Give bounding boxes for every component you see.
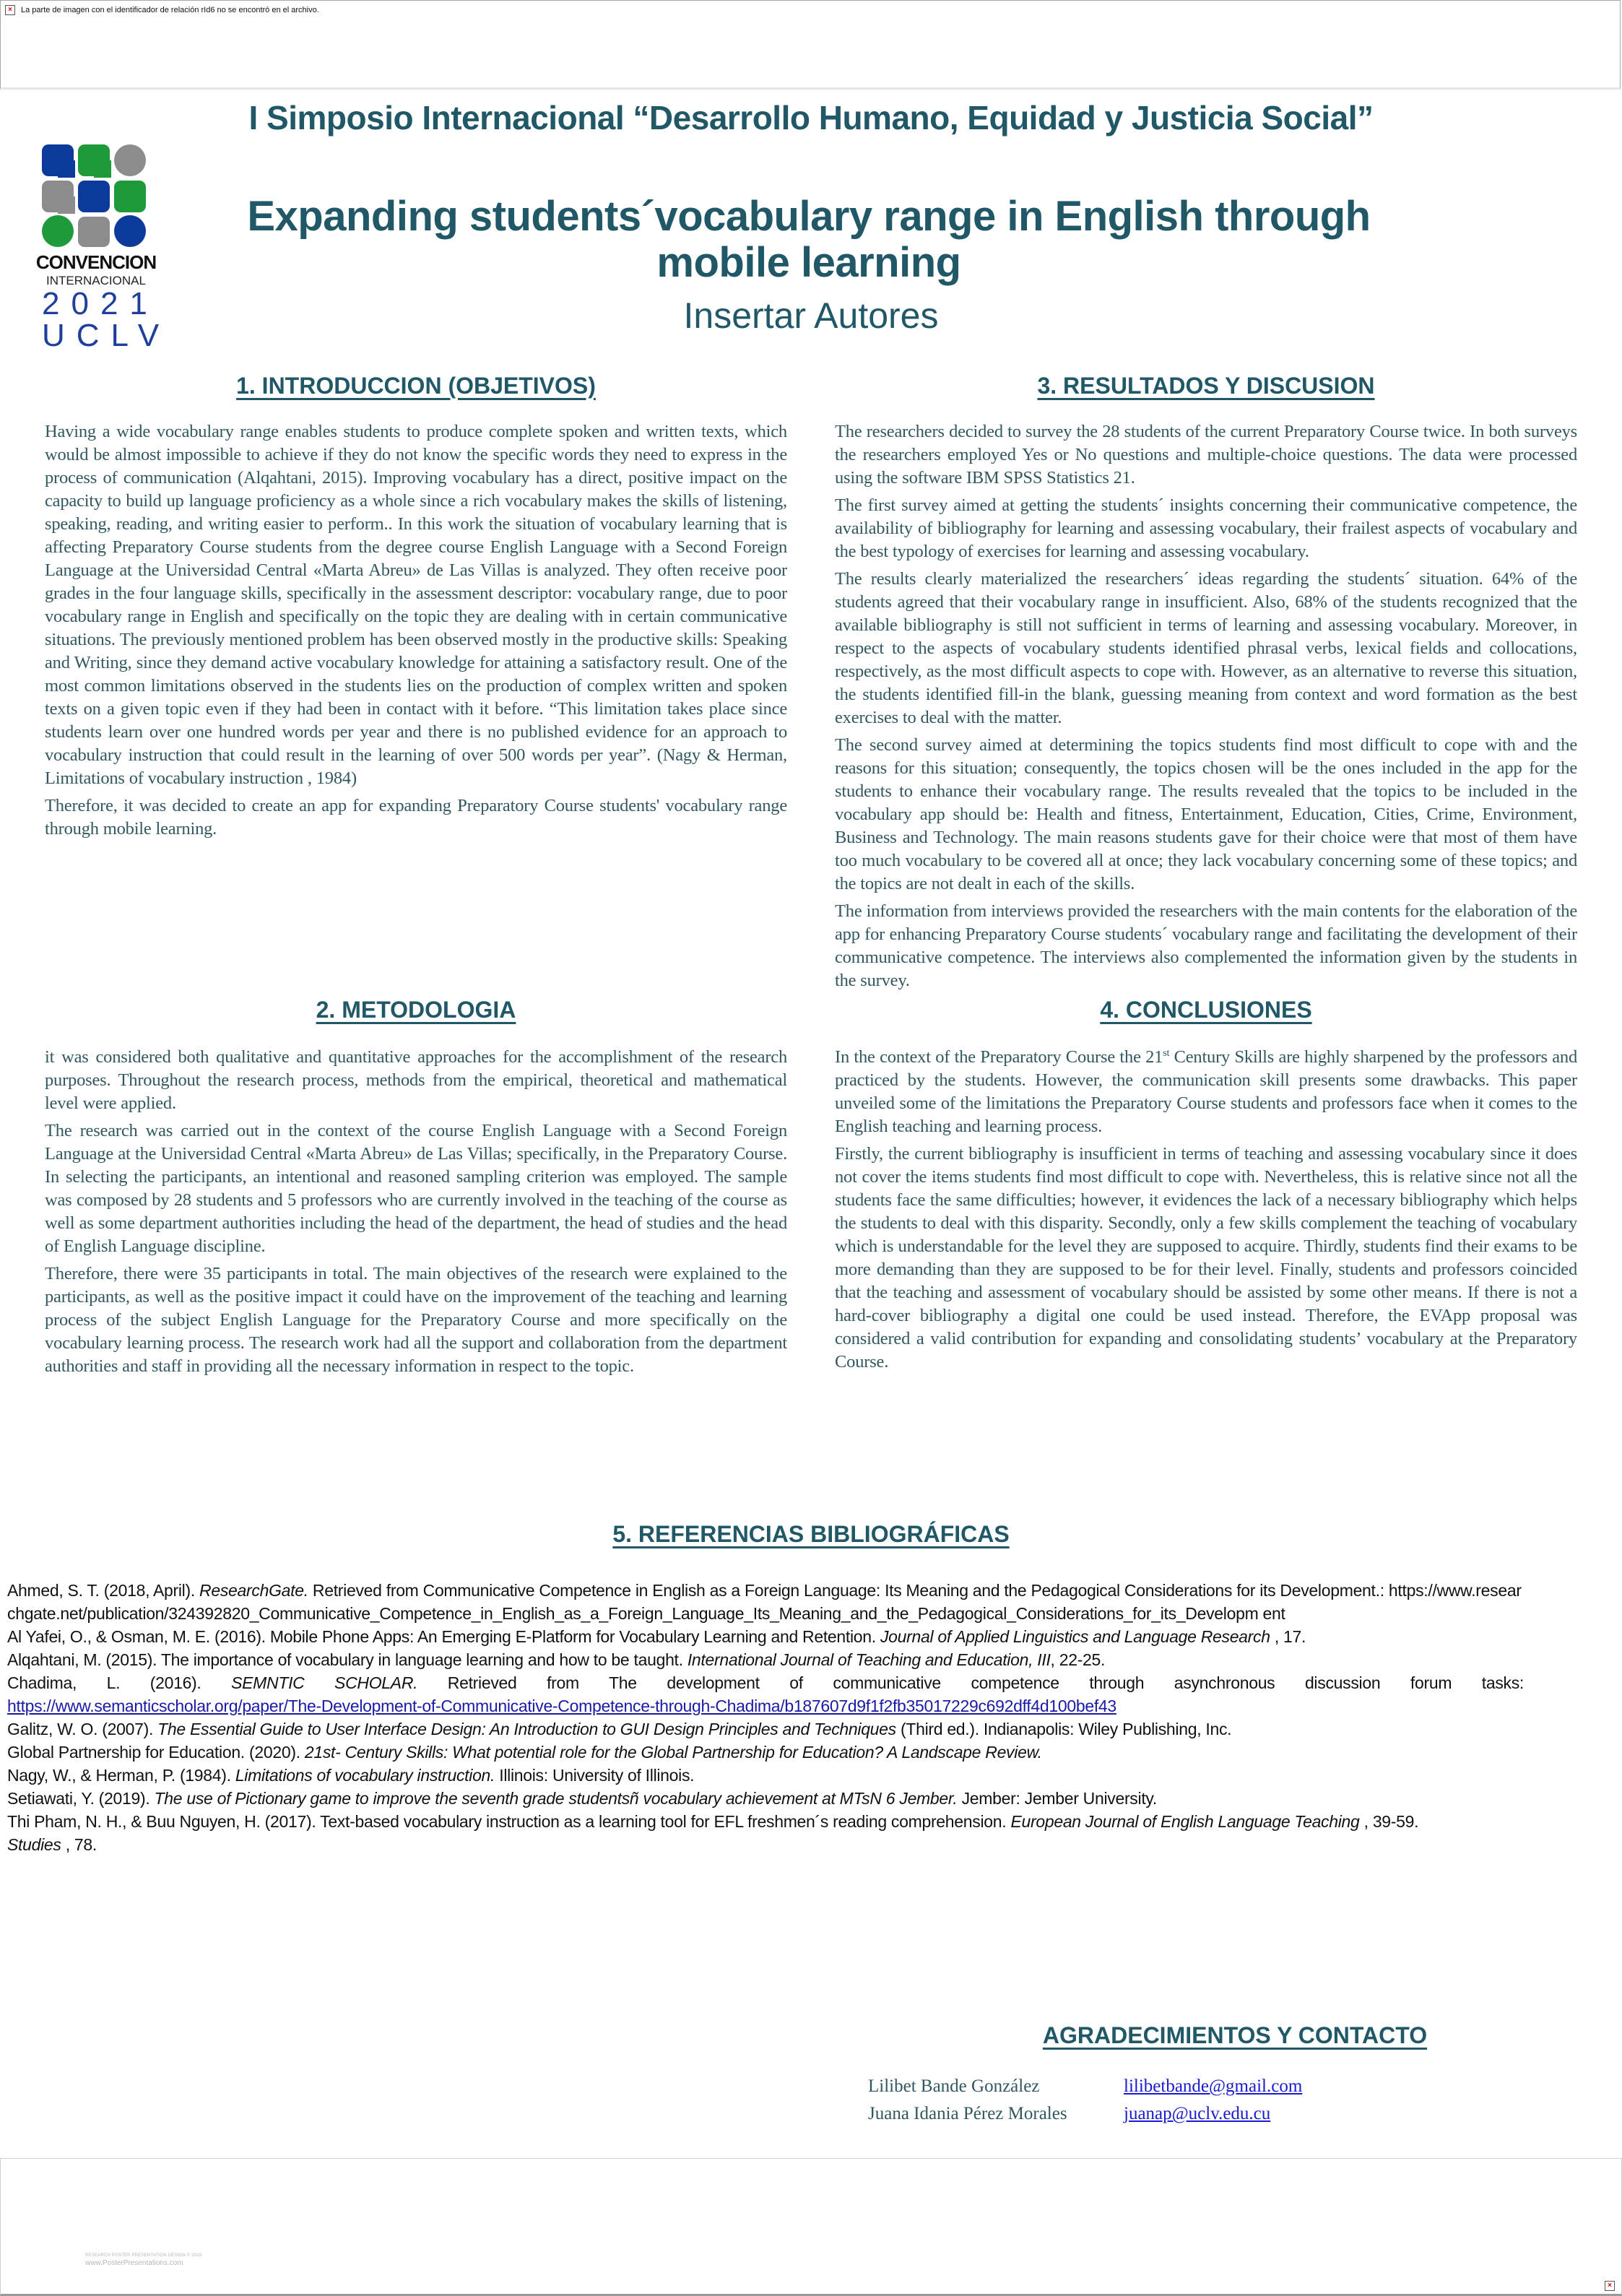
contact-row xyxy=(868,2100,1302,2128)
broken-image-corner xyxy=(1605,2281,1615,2291)
logo-year: 2021 xyxy=(42,286,159,321)
reference-item: Ahmed, S. T. (2018, April). ResearchGate. Retrieved from Communicative Competence in English as a Foreign Language: Its Meaning and the Pedagogical Considerations for its Development.: https://www.researchgate.net/publication/324392820_Communicative_Competence_in_English_as_a_Foreign_Language_Its_Meaning_and_the_Pedagogical_Considerations_for_its_Developm ent xyxy=(7,1581,1522,1623)
results-paragraph: The information from interviews provided the researchers with the main contents for the elaboration of the app for enhancing Preparatory Course students´ vocabulary range and facilitating the development of their communicative competence. The interviews also complemented the information given by the students in the survey. xyxy=(835,901,1577,990)
results-paragraph: The second survey aimed at determining the topics students find most difficult to cope with and the reasons for this situation; consequently, the topics chosen will be the ones included in the app for the students to enhance their vocabulary range. The results revealed that the topics to be included in the vocabulary app should be: Health and fitness, Entertainment, Education, Cities, Crime, Environment, Business and Technology. The main reasons students gave for their choice were that most of them have too much vocabulary to be covered all at once; they lack vocabulary concerning some of these topics; and the topics are not dealt in each of the skills. xyxy=(835,735,1577,893)
logo-line-internacional: INTERNACIONAL xyxy=(46,274,146,287)
reference-item: Global Partnership for Education. (2020). 21st- Century Skills: What potential role for the Global Partnership for Education? A Landscape Review. xyxy=(7,1743,1042,1762)
missing-image-frame-bottom xyxy=(0,2158,1622,2296)
results-body xyxy=(835,420,1577,997)
broken-image-icon: × xyxy=(1605,2281,1615,2291)
broken-image-icon: × xyxy=(5,5,15,15)
section-heading-method: 2. METODOLOGIA xyxy=(316,997,516,1023)
logo-line-convencion: CONVENCION xyxy=(35,251,157,273)
contact-email-link[interactable]: juanap@uclv.edu.cu xyxy=(1124,2104,1271,2123)
intro-paragraph: Having a wide vocabulary range enables students to produce complete spoken and written texts, which would be almost impossible to achieve if they do not know the specific words they need to express in the process of communication (Alqahtani, 2015). Improving vocabulary has a direct, positive impact on the capacity to build up language proficiency as a whole since a rich vocabulary makes the skills of listening, speaking, reading, and writing easier to perform.. In this work the situation of vocabulary learning that is affecting Preparatory Course students from the degree course English Language with a Second Foreign Language at the Universidad Central «Marta Abreu» de Las Villas is analyzed. They often receive poor grades in the four language skills, specifically in the assessment descriptor: vocabulary range, due to poor vocabulary range in English and specifically on the topic they are dealing with in certain communicative situations. The previously mentioned problem has been observed mostly in the productive skills: Speaking and Writing, since they demand active vocabulary knowledge for attaining a satisfactory result. One of the most common limitations observed in the students lies on the production of complex written and spoken texts on a given topic even if they had been in contact with it before. “This limitation takes place since students learn over one hundred words per year and there is no published evidence for an approach to vocabulary instruction that could result in the learning of over 500 words per year”. (Nagy & Herman, Limitations of vocabulary instruction , 1984) xyxy=(45,422,787,788)
method-paragraph: Therefore, there were 35 participants in total. The main objectives of the research were explained to the participants, as well as the positive impact it could have on the improvement of the teaching and learning process of the subject English Language for the Preparatory Course and more specifically on the vocabulary learning process. The research work had all the support and collaboration from the department authorities and staff in providing all the necessary information in respect to the topic. xyxy=(45,1264,787,1376)
reference-item: Setiawati, Y. (2019). The use of Pictionary game to improve the seventh grade studentsñ vocabulary achievement at MTsN 6 Jember. Jember: Jember University. xyxy=(7,1789,1157,1808)
missing-image-notice xyxy=(5,5,319,15)
semanticscholar-link[interactable]: https://www.semanticscholar.org/paper/The-Development-of-Communicative-Competence-through-Chadima/b187607d9f1f2fb35017229c692dff4d100bef43 xyxy=(7,1697,1116,1715)
contact-row xyxy=(868,2073,1302,2100)
logo-mark-icon xyxy=(40,143,149,248)
section-heading-references: 5. REFERENCIAS BIBLIOGRÁFICAS xyxy=(612,1521,1010,1547)
reference-item: Nagy, W., & Herman, P. (1984). Limitations of vocabulary instruction. Illinois: University of Illinois. xyxy=(7,1766,695,1785)
reference-item: Alqahtani, M. (2015). The importance of vocabulary in language learning and how to be taught. International Journal of Teaching and Education, III, 22-25. xyxy=(7,1650,1106,1669)
contact-list xyxy=(868,2073,1302,2128)
reference-item-link xyxy=(7,1694,1524,1717)
watermark-credit: RESEARCH POSTER PRESENTATION DESIGN © 2019 xyxy=(85,2253,202,2258)
missing-image-frame-top xyxy=(0,0,1621,90)
method-paragraph: it was considered both qualitative and quantitative approaches for the accomplishment of the research purposes. Throughout the research process, methods from the empirical, theoretical and mathematical level were applied. xyxy=(45,1047,787,1113)
contact-name: Lilibet Bande González xyxy=(868,2076,1040,2096)
reference-item: Al Yafei, O., & Osman, M. E. (2016). Mobile Phone Apps: An Emerging E-Platform for Vocabulary Learning and Retention. Journal of Applied Linguistics and Language Research , 17. xyxy=(7,1627,1306,1646)
logo-org: UCLV xyxy=(42,318,171,353)
poster-watermark xyxy=(85,2253,201,2267)
watermark-url: www.PosterPresentations.com xyxy=(85,2259,183,2267)
contact-name: Juana Idania Pérez Morales xyxy=(868,2104,1067,2123)
poster-authors: Insertar Autores xyxy=(683,295,939,336)
missing-image-text: La parte de imagen con el identificador de relación rId6 no se encontró en el archivo. xyxy=(21,6,319,14)
intro-body xyxy=(45,420,787,845)
references-list xyxy=(7,1579,1524,1856)
method-paragraph: The research was carried out in the context of the course English Language with a Second Foreign Language at the Universidad Central «Marta Abreu» de Las Villas; specifically, in the Preparatory Course. In selecting the participants, an intentional and reasoned sampling criterion was employed. The sample was composed by 28 students and 5 professors who are currently involved in the teaching of the course as well as some department authorities including the head of the department, the head of studies and the head of English Language discipline. xyxy=(45,1121,787,1256)
conclusions-body xyxy=(835,1046,1577,1378)
symposium-title: I Simposio Internacional “Desarrollo Humano, Equidad y Justicia Social” xyxy=(248,99,1374,137)
section-heading-contact: AGRADECIMIENTOS Y CONTACTO xyxy=(1042,2022,1428,2048)
method-body xyxy=(45,1046,787,1382)
reference-item: Chadima, L. (2016). SEMNTIC SCHOLAR. Retrieved from The development of communicative competence through asynchronous discussion forum tasks: xyxy=(7,1673,1525,1692)
conclusions-paragraph: In the context of the Preparatory Course the 21st Century Skills are highly sharpened by the professors and practiced by the students. However, the communication skill presents some drawbacks. This paper unveiled some of the limitations the Preparatory Course students and professors face when it comes to the English teaching and learning process. xyxy=(835,1047,1577,1136)
contact-email-link[interactable]: lilibetbande@gmail.com xyxy=(1124,2076,1303,2096)
conclusions-paragraph: Firstly, the current bibliography is insufficient in terms of teaching and assessing vocabulary since it does not cover the items students find most difficult to cope with. Nevertheless, this is relative since not all the students face the same difficulties; however, it evidences the lack of a necessary bibliography which helps the students to deal with this disparity. Secondly, only a few skills complement the teaching of vocabulary which is understandable for the level they are supposed to acquire. Thirdly, students find their exams to be more demanding than they are supposed to be for their level. Finally, students and professors coincided that the teaching and assessment of vocabulary should be assisted by some other means. If there is not a hard-cover bibliography a digital one could be used instead. Therefore, the EVApp proposal was considered a valid contribution for expanding and consolidating students’ vocabulary at the Preparatory Course. xyxy=(835,1144,1577,1372)
results-paragraph: The results clearly materialized the researchers´ ideas regarding the students´ situation. 64% of the students agreed that their vocabulary range in insufficient. Also, 68% of the students recognized that the available bibliography is still not sufficient in terms of learning and assessing vocabulary. Moreover, in respect to the aspects of vocabulary students identified phrasal verbs, lexical fields and collocations, respectively, as the most difficult aspects to cope with. However, as an alternative to reverse this situation, the students identified fill-in the blank, guessing meaning from context and word formation as the best exercises to deal with the matter. xyxy=(835,569,1577,727)
results-paragraph: The researchers decided to survey the 28 students of the current Preparatory Course twice. In both surveys the researchers employed Yes or No questions and multiple-choice questions. The data were processed using the software IBM SPSS Statistics 21. xyxy=(835,422,1577,488)
poster-title: Expanding students´vocabulary range in English through mobile learning xyxy=(247,193,1371,286)
reference-item: Galitz, W. O. (2007). The Essential Guide to User Interface Design: An Introduction to GUI Design Principles and Techniques (Third ed.). Indianapolis: Wiley Publishing, Inc. xyxy=(7,1720,1232,1738)
results-paragraph: The first survey aimed at getting the students´ insights concerning their communicative competence, the availability of bibliography for learning and assessing vocabulary, their frailest aspects of vocabulary and the best typology of exercises for learning and assessing vocabulary. xyxy=(835,495,1577,561)
reference-item: Studies , 78. xyxy=(7,1835,97,1854)
intro-paragraph: Therefore, it was decided to create an app for expanding Preparatory Course students' vocabulary range through mobile learning. xyxy=(45,796,787,839)
reference-item: Thi Pham, N. H., & Buu Nguyen, H. (2017). Text-based vocabulary instruction as a learning tool for EFL freshmen´s reading comprehension. European Journal of English Language Teaching , 39-59. xyxy=(7,1812,1419,1831)
section-heading-results: 3. RESULTADOS Y DISCUSION xyxy=(1037,373,1375,399)
section-heading-conclusions: 4. CONCLUSIONES xyxy=(1100,997,1312,1023)
section-heading-intro: 1. INTRODUCCION (OBJETIVOS) xyxy=(236,373,596,399)
